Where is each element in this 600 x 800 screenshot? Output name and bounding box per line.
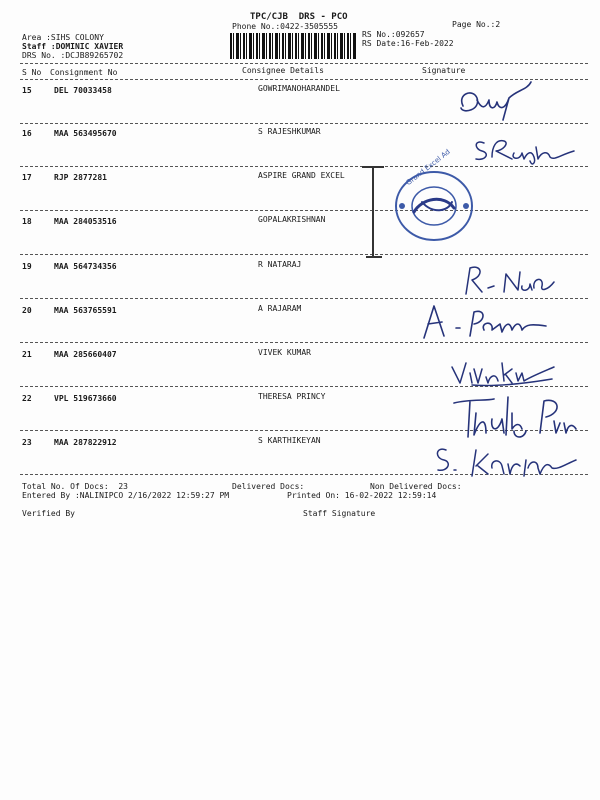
delivered-docs: Delivered Docs: [232, 482, 305, 491]
signature-row-16 [470, 133, 580, 168]
col-sno: S No [22, 68, 42, 77]
row-consignee: VIVEK KUMAR [258, 348, 311, 357]
signature-row-21 [448, 357, 558, 387]
row-consignment: MAA 563765591 [54, 306, 117, 315]
row-consignee: ASPIRE GRAND EXCEL [258, 171, 345, 180]
non-delivered-docs: Non Delivered Docs: [370, 482, 462, 491]
row-sno: 18 [22, 217, 32, 226]
row-sno: 22 [22, 394, 32, 403]
printed-on: Printed On: 16-02-2022 12:59:14 [287, 491, 437, 500]
row-sno: 23 [22, 438, 32, 447]
row-consignee: GOWRIMANOHARANDEL [258, 84, 340, 93]
signature-row-23 [430, 440, 580, 480]
row-sno: 20 [22, 306, 32, 315]
document-title: TPC/CJB DRS - PCO [250, 12, 348, 22]
row-consignment: RJP 2877281 [54, 173, 107, 182]
row-divider [20, 210, 588, 211]
row-consignee: A RAJARAM [258, 304, 302, 313]
verified-by: Verified By [22, 509, 75, 518]
row-consignment: MAA 563495670 [54, 129, 117, 138]
total-docs: Total No. Of Docs: 23 [22, 482, 128, 491]
row-consignee: S RAJESHKUMAR [258, 127, 321, 136]
rs-date: RS Date:16-Feb-2022 [362, 39, 454, 48]
signature-row-22 [450, 393, 580, 443]
stamp-text: Grand Excel Ad [404, 147, 452, 188]
row-consignment: MAA 284053516 [54, 217, 117, 226]
staff-signature: Staff Signature [303, 509, 376, 518]
row-consignment: DEL 70033458 [54, 86, 112, 95]
row-consignment: VPL 519673660 [54, 394, 117, 403]
barcode [230, 33, 356, 59]
staff-label: Staff :DOMINIC XAVIER [22, 42, 124, 51]
signature-row-20 [420, 302, 550, 342]
signature-row-15 [455, 80, 535, 125]
row-sno: 16 [22, 129, 32, 138]
col-consignment: Consignment No [50, 68, 118, 77]
col-signature: Signature [422, 66, 466, 75]
row-sno: 17 [22, 173, 32, 182]
phone-number: Phone No.:0422-3505555 [232, 22, 338, 31]
rs-number: RS No.:092657 [362, 30, 425, 39]
row-sno: 19 [22, 262, 32, 271]
bracket-mark [366, 256, 382, 258]
row-consignee: THERESA PRINCY [258, 392, 326, 401]
row-consignment: MAA 564734356 [54, 262, 117, 271]
page-number: Page No.:2 [452, 20, 501, 29]
area-label: Area :SIHS COLONY [22, 33, 104, 42]
header-rule-top [20, 63, 588, 64]
bracket-mark [372, 168, 374, 256]
col-consignee: Consignee Details [242, 66, 324, 75]
row-divider [20, 254, 588, 255]
row-consignment: MAA 287822912 [54, 438, 117, 447]
row-divider [20, 342, 588, 343]
row-sno: 15 [22, 86, 32, 95]
drs-number: DRS No. :DCJB89265702 [22, 51, 124, 60]
entered-by: Entered By :NALINIPCO 2/16/2022 12:59:27 PM [22, 491, 230, 500]
row-consignee: S KARTHIKEYAN [258, 436, 321, 445]
row-sno: 21 [22, 350, 32, 359]
row-consignee: R NATARAJ [258, 260, 302, 269]
row-consignee: GOPALAKRISHNAN [258, 215, 326, 224]
signature-row-19 [460, 262, 560, 300]
row-consignment: MAA 285660407 [54, 350, 117, 359]
